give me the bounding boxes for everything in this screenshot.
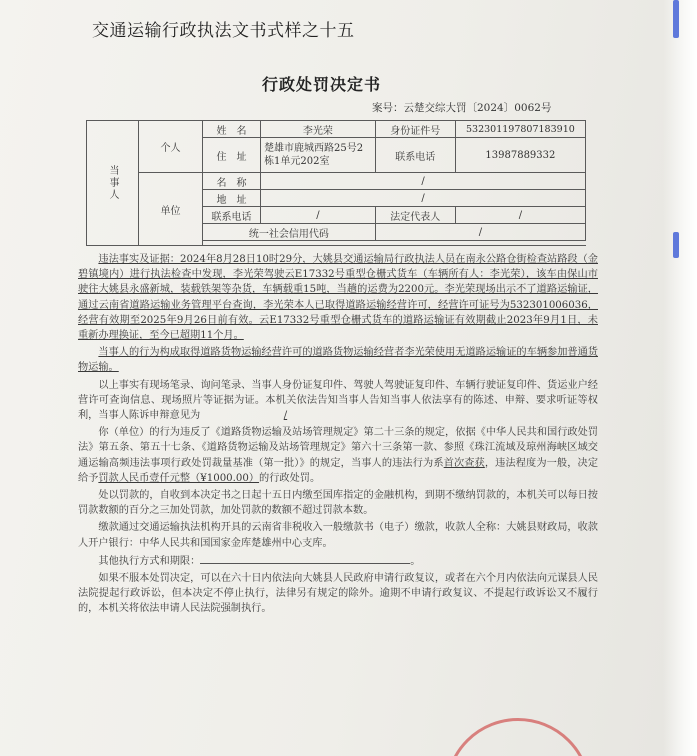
party-label: 当事人 (87, 121, 139, 246)
series-title: 交通运输行政执法文书式样之十五 (92, 21, 355, 41)
blank-line (200, 553, 410, 564)
party-table (86, 120, 586, 246)
address-value: 楚雄市鹿城西路25号2栋1单元202室 (261, 138, 376, 173)
facts-paragraph: 违法事实及证据：2024年8月28日10时29分，大姚县交通运输局行政执法人员在南永公路仓街检查站路段（金碧镇境内）进行执法检查中发现，李光荣驾驶云E17332号重型仓栅式货车（车辆所有人：李光荣），该车由保山市驶往大姚县永盛新城，装载铁架等杂货，车辆载重15吨，当趟的运费为2200元。李光荣现场出示不了道路运输证，通过云南省道路运输业务管理平台查询，李光荣本人已取得道路运输经营许可，经营许可证号为532301006036，经营有效期至2025年9月26日前有效。云E17332号重型仓栅式货车的道路运输证有效期截止2023年9月1日，未重新办理换证，至今已超期11个月。 (78, 254, 598, 342)
credit-code-label: 统一社会信用代码 (203, 224, 376, 241)
appeal-paragraph: 如果不服本处罚决定，可以在六十日内依法向大姚县人民政府申请行政复议，或者在六个月内依法向元谋县人民法院提起行政诉讼，但本决定不停止执行，法律另有规定的除外。逾期不申请行政复议、不提起行政诉讼又不履行的，本机关将依法申请人民法院强制执行。 (78, 573, 598, 615)
table-spacer (203, 241, 586, 246)
evidence-paragraph (78, 378, 598, 424)
id-value: 532301197807183910 (455, 121, 585, 138)
name-label: 姓 名 (203, 121, 261, 138)
document-title: 行政处罚决定书 (262, 75, 382, 94)
unit-name-value: / (261, 173, 586, 190)
legal-basis-paragraph (78, 425, 598, 486)
blue-tab-marker (673, 232, 679, 258)
address-label: 住 址 (203, 138, 261, 173)
legal-basis-text-3: 的行政处罚。 (259, 472, 321, 484)
payment-deadline-paragraph: 处以罚款的，自收到本决定书之日起十五日内缴至国库指定的金融机构，到期不缴纳罚款的，本机关可以每日按罚款数额的百分之三加处罚款，加处罚款的数额不超过罚款本数。 (78, 490, 598, 517)
unit-name-label: 名 称 (203, 173, 261, 190)
decision-body (78, 252, 598, 619)
unit-label: 单位 (139, 173, 203, 246)
violation-circumstance: 首次查获 (443, 457, 485, 469)
unit-address-value: / (261, 190, 586, 207)
individual-label: 个人 (139, 121, 203, 173)
unit-address-label: 地 址 (203, 190, 261, 207)
official-seal (445, 718, 591, 756)
statement-value: / (283, 410, 288, 422)
phone-label: 联系电话 (375, 138, 455, 173)
other-execution-paragraph (78, 553, 598, 569)
credit-code-value: / (375, 224, 585, 241)
unit-phone-value: / (261, 207, 376, 224)
page-edge (663, 0, 697, 756)
other-execution-label: 其他执行方式和期限： (98, 555, 201, 567)
case-number: 案号：云楚交综大罚〔2024〕0062号 (372, 102, 552, 114)
legal-rep-value: / (455, 207, 585, 224)
legal-basis-text-2: ，违法程度为一般，决定给予 (78, 457, 599, 484)
blue-tab-marker (673, 0, 679, 38)
name-value: 李光荣 (261, 121, 376, 138)
legal-rep-label: 法定代表人 (375, 207, 455, 224)
payment-method-paragraph: 缴款通过交通运输执法机构开具的云南省非税收入一般缴款书（电子）缴款，收款人全称：大姚县财政局，收款人开户银行：中华人民共和国国家金库楚雄州中心支库。 (78, 522, 598, 549)
evidence-text: 以上事实有现场笔录、询问笔录、当事人身份证复印件、驾驶人驾驶证复印件、车辆行驶证复印件、货运业户经营许可查询信息、现场照片等证据为证。本机关依法告知当事人告知当事人依法享有的陈述、申辩、要求听证等权利，当事人陈诉申辩意见为 (78, 379, 598, 422)
id-label: 身份证件号 (375, 121, 455, 138)
other-execution-tail: 。 (410, 555, 421, 567)
conclusion-paragraph: 当事人的行为构成取得道路货物运输经营许可的道路货物运输经营者李光荣使用无道路运输证的车辆参加普通货物运输。 (78, 347, 598, 374)
phone-value: 13987889332 (455, 138, 585, 173)
unit-phone-label: 联系电话 (203, 207, 261, 224)
penalty-amount: 罚款人民币壹仟元整（¥1000.00） (98, 472, 260, 484)
legal-basis-text: 你（单位）的行为违反了《道路货物运输及站场管理规定》第二十三条的规定，依据《中华人民共和国行政处罚法》第五条、第五十七条、《道路货物运输及站场管理规定》第六十三条第一款、参照《珠江流域及琼州海峡区域交通运输高频违法事项行政处罚裁量基准（第一批）》的规定，当事人的违法行为系 (78, 427, 598, 469)
